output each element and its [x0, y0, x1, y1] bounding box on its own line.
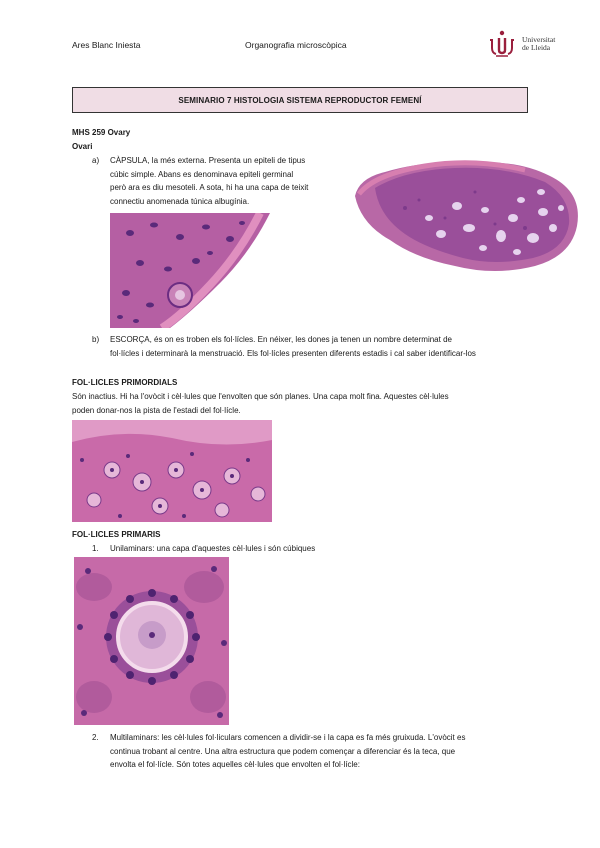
item-b-text — [110, 333, 528, 360]
logo-emblem-icon — [482, 28, 522, 60]
item-b-line: ESCORÇA, és on es troben els fol·lícles. En néixer, les dones ja tenen un nombre determinat de — [110, 335, 452, 344]
logo-text-line1: Universitat — [522, 35, 556, 44]
primaris-n2-text — [110, 731, 528, 772]
capsule-micrograph-image — [110, 213, 335, 328]
item-a-line: connectiu anomenada túnica albugínia. — [110, 196, 250, 206]
header-course: Organografia microscòpica — [245, 40, 347, 50]
page-title: SEMINARIO 7 HISTOLOGIA SISTEMA REPRODUCTOR FEMENÍ — [72, 87, 528, 113]
primordials-heading: FOL·LICLES PRIMORDIALS — [72, 378, 178, 387]
primordials-text — [72, 390, 528, 417]
primordials-line: poden donar-nos la pista de l'estadi del fol·lícle. — [72, 405, 241, 415]
primaris-n1-text: Unilaminars: una capa d'aquestes cèl·lules i són cúbiques — [110, 544, 316, 553]
primaris-n2-line: continua trobant al centre. Una altra estructura que podem començar a diferenciar és la teca, que — [110, 746, 456, 756]
unilaminar-follicle-image — [74, 557, 229, 725]
primaris-n2-line: Multilaminars: les cèl·lules fol·liculars comencen a dividir-se i la capa es fa més gruixuda. L'ovòcit es — [110, 733, 466, 742]
sample-code: MHS 259 Ovary — [72, 128, 131, 137]
item-a-line: CÀPSULA, la més externa. Presenta un epiteli de tipus — [110, 156, 306, 165]
item-a-text — [110, 154, 333, 208]
item-a-line: però ara es diu mesoteli. A sota, hi ha una capa de teixit — [110, 183, 309, 192]
university-logo — [482, 28, 564, 60]
item-b-marker: b) — [92, 335, 100, 344]
item-b-line: fol·lícles i determinarà la menstruació. Els fol·lícles presenten diferents estadis i cal saber identificar-los — [110, 348, 476, 358]
logo-text-line2: de Lleida — [522, 43, 551, 52]
header-author: Ares Blanc Iniesta — [72, 40, 141, 50]
primaris-n2-line: envolta el fol·lícle. Són totes aquelles cèl·lules que envolten el fol·lícle: — [110, 760, 360, 769]
primordials-line: Són inactius. Hi ha l'ovòcit i cèl·lules que l'envolten que són planes. Una capa molt fina. Aquestes cèl·lules — [72, 392, 449, 401]
item-a-line: cúbic simple. Abans es denominava epiteli germinal — [110, 169, 294, 179]
primaris-n2-marker: 2. — [92, 733, 99, 742]
sample-name: Ovari — [72, 142, 93, 151]
primordial-follicles-image — [72, 420, 272, 522]
primaris-heading: FOL·LICLES PRIMARIS — [72, 530, 161, 539]
primaris-n1-marker: 1. — [92, 544, 99, 553]
ovary-section-image — [345, 148, 587, 280]
item-a-marker: a) — [92, 156, 100, 165]
